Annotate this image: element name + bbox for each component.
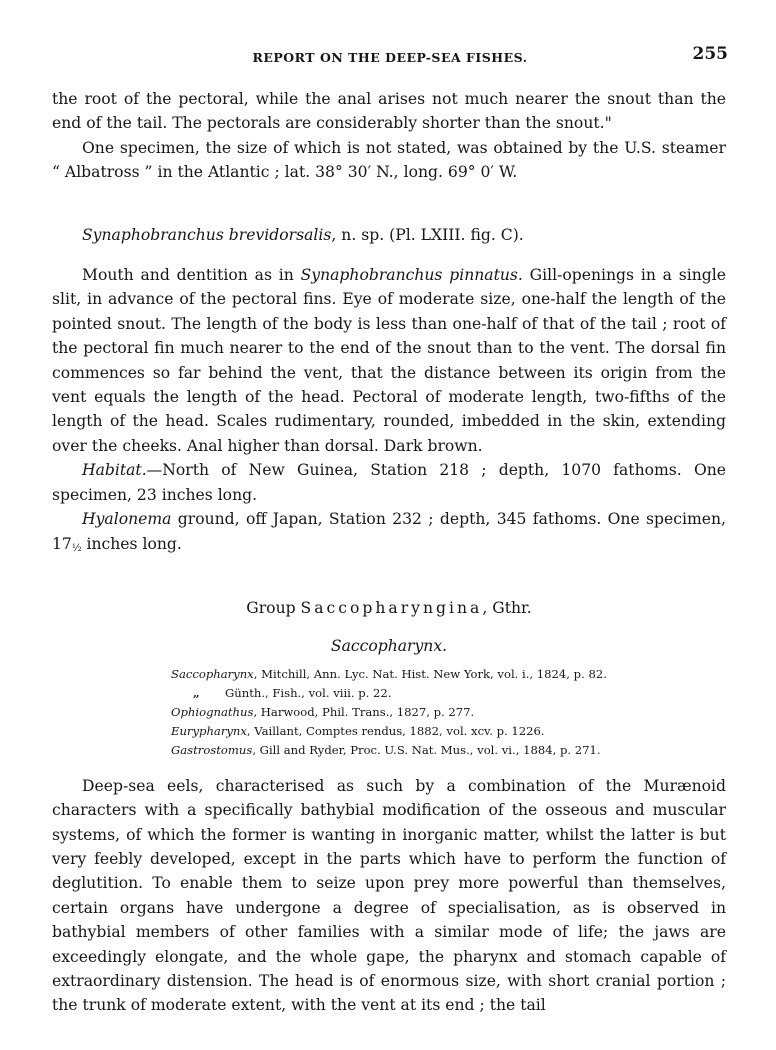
synonym-reference: , Gill and Ryder, Proc. U.S. Nat. Mus., vol. vi., 1884, p. 271.: [252, 742, 601, 757]
synonym-reference: Günth., Fish., vol. viii. p. 22.: [225, 685, 392, 700]
synonymy-entry: [171, 722, 726, 741]
second-locality-text: ground, off Japan, Station 232 ; depth, 345 fathoms. One specimen, 17: [52, 510, 726, 553]
habitat-label: Habitat.: [82, 461, 147, 480]
synonym-name: Ophiognathus: [171, 704, 254, 719]
running-header: [52, 44, 728, 70]
species-designation: , n. sp. (Pl. LXIII. fig. C).: [331, 225, 524, 244]
synonymy-list: [171, 665, 726, 760]
synonymy-entry: [171, 741, 726, 760]
synonymy-entry: [171, 684, 726, 703]
synonymy-entry: [171, 703, 726, 722]
synonym-reference: , Harwood, Phil. Trans., 1827, p. 277.: [253, 704, 475, 719]
synonym-name: Eurypharynx: [171, 723, 247, 738]
species-description: [52, 263, 726, 458]
group-name: Saccopharyngina: [300, 598, 483, 617]
genus-heading: Saccopharynx.: [330, 637, 448, 656]
species-heading: [52, 223, 726, 247]
page-number: 255: [692, 44, 728, 64]
second-locality-lead: Hyalonema: [82, 510, 172, 529]
group-heading: [52, 596, 726, 620]
synonym-reference: , Mitchill, Ann. Lyc. Nat. Hist. New York, vol. i., 1824, p. 82.: [253, 666, 607, 681]
group-authority: , Gthr.: [482, 598, 532, 617]
description-text: Gill-openings in a single slit, in advance of the pectoral fins. Eye of moderate size, one-half the length of the pointed snout. The length of the body is less than one-half of that of the tail ; root of the pectoral fin much nearer to the end of the snout than to the vent. The dorsal fin commences so far behind the vent, that the distance between its origin from the vent equals the length of the head. Pectoral of moderate length, two-fifths of the length of the head. Scales rudimentary, rounded, imbedded in the skin, extending over the cheeks. Anal higher than dorsal. Dark brown.: [52, 266, 727, 455]
description-lead: Mouth and dentition as in: [82, 266, 301, 285]
synonym-name: Saccopharynx: [171, 666, 254, 681]
specimen-note-paragraph: One specimen, the size of which is not stated, was obtained by the U.S. steamer “ Albatross ” in the Atlantic ; lat. 38° 30′ N., long. 69° 0′ W.: [52, 138, 726, 182]
habitat-paragraph: [52, 458, 726, 507]
genus-description: Deep-sea eels, characterised as such by a combination of the Murænoid characters with a specifically bathybial modification of the osseous and muscular systems, of which the former is wanting in inorganic matter, whilst the latter is but very feebly developed, except in the parts which have to perform the function of deglutition. To enable them to seize upon prey more powerful than themselves, certain organs have undergone a degree of specialisation, as is observed in bathybial members of other families with a similar mode of life; the jaws are exceedingly elongate, and the whole gape, the pharynx and stomach capable of extraordinary distension. The head is of enormous size, with short cranial portion ; the trunk of moderate extent, with the vent at its end ; the tail: [52, 776, 726, 1015]
species-name: Synaphobranchus brevidorsalis: [82, 225, 332, 244]
continuation-paragraph: the root of the pectoral, while the anal arises not much nearer the snout than the end of the tail. The pectorals are considerably shorter than the snout.": [52, 90, 726, 133]
synonym-reference: , Vaillant, Comptes rendus, 1882, vol. xcv. p. 1226.: [246, 723, 545, 738]
ditto-mark: „: [193, 685, 200, 700]
group-prefix: Group: [246, 598, 301, 617]
running-title: REPORT ON THE DEEP-SEA FISHES.: [252, 50, 528, 65]
synonymy-entry: [171, 665, 726, 684]
page-body: [52, 87, 726, 1018]
synonym-name: Gastrostomus: [171, 742, 253, 757]
second-locality-end: inches long.: [81, 534, 182, 553]
habitat-text: —North of New Guinea, Station 218 ; depth, 1070 fathoms. One specimen, 23 inches long.: [52, 461, 726, 504]
second-locality-paragraph: [52, 507, 726, 561]
length-fraction: ½: [71, 542, 82, 554]
description-reference: Synaphobranchus pinnatus.: [300, 266, 523, 285]
